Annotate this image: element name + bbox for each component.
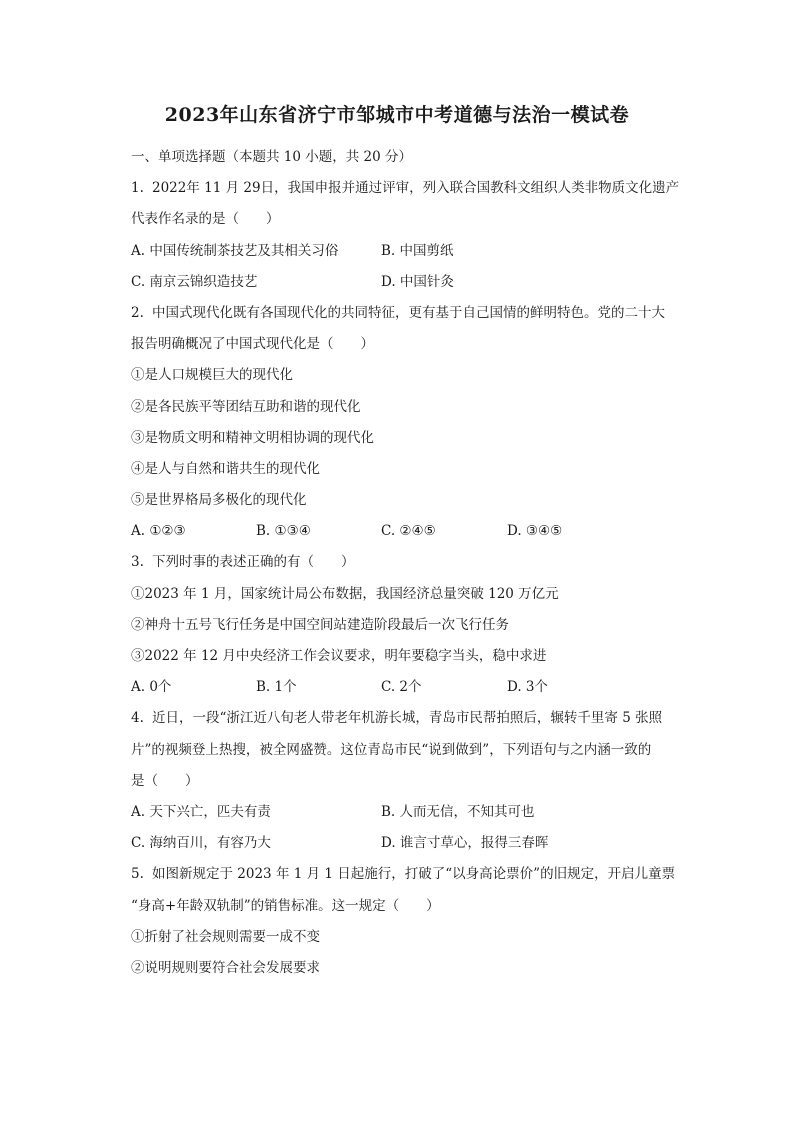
option-d[interactable]: D. 中国针灸 <box>381 273 454 290</box>
question-stem-line: 5. 如图新规定于 2023 年 1 月 1 日起施行，打破了“以身高论票价”的旧规定，开启儿童票 <box>131 859 696 890</box>
option-b[interactable]: B. 1个 <box>256 679 297 696</box>
option-a[interactable]: A. 0个 <box>131 679 172 696</box>
option-d[interactable]: D. 谁言寸草心，报得三春晖 <box>381 835 549 852</box>
option-a[interactable]: A. ①②③ <box>131 523 186 540</box>
option-row <box>131 672 696 703</box>
section-heading: 一、单项选择题（本题共 10 小题，共 20 分） <box>131 149 413 165</box>
option-c[interactable]: C. ②④⑤ <box>381 523 436 540</box>
option-c[interactable]: C. 南京云锦织造技艺 <box>131 273 258 290</box>
statement: ⑤是世界格局多极化的现代化 <box>131 492 307 509</box>
option-a[interactable]: A. 中国传统制茶技艺及其相关习俗 <box>131 242 339 259</box>
option-a[interactable]: A. 天下兴亡，匹夫有责 <box>131 803 271 820</box>
option-d[interactable]: D. ③④⑤ <box>507 523 563 540</box>
question-stem-line: 2. 中国式现代化既有各国现代化的共同特征，更有基于自己国情的鲜明特色。党的二十大 <box>131 298 696 329</box>
option-b[interactable]: B. ①③④ <box>256 523 311 540</box>
option-row <box>131 828 696 859</box>
statement: ②神舟十五号飞行任务是中国空间站建造阶段最后一次飞行任务 <box>131 616 509 633</box>
question-1 <box>131 173 696 298</box>
statement: ①2023 年 1 月，国家统计局公布数据，我国经济总量突破 120 万亿元 <box>131 585 559 602</box>
exam-title: 2023年山东省济宁市邹城市中考道德与法治一模试卷 <box>164 104 630 126</box>
statement: ③2022 年 12 月中央经济工作会议要求，明年要稳字当头，稳中求进 <box>131 648 547 664</box>
statement: ①折射了社会规则需要一成不变 <box>131 928 320 945</box>
option-b[interactable]: B. 人而无信，不知其可也 <box>381 803 535 820</box>
question-stem-line: 3. 下列时事的表述正确的有（ ） <box>131 547 696 578</box>
statement: ②说明规则要符合社会发展要求 <box>131 959 320 976</box>
statement: ②是各民族平等团结互助和谐的现代化 <box>131 398 361 415</box>
option-c[interactable]: C. 海纳百川，有容乃大 <box>131 835 271 852</box>
question-number: 5. <box>131 866 144 883</box>
question-stem-line: 4. 近日，一段“浙江近八旬老人带老年机游长城，青岛市民帮拍照后，辗转千里寄 5 张照 <box>131 703 696 734</box>
question-stem-line: 是（ ） <box>131 772 199 789</box>
question-5 <box>131 859 696 984</box>
question-stem-line: “身高+年龄双轨制”的销售标准。这一规定（ ） <box>131 897 440 914</box>
option-d[interactable]: D. 3个 <box>507 679 549 696</box>
option-row <box>131 236 696 267</box>
question-3 <box>131 547 696 703</box>
question-stem-line: 1. 2022年 11 月 29日，我国申报并通过评审，列入联合国教科文组织人类非物质文化遗产 <box>131 173 696 204</box>
question-2 <box>131 298 696 548</box>
statement: ④是人与自然和谐共生的现代化 <box>131 460 320 477</box>
option-b[interactable]: B. 中国剪纸 <box>381 242 454 259</box>
question-number: 3. <box>131 554 144 571</box>
question-number: 4. <box>131 710 144 727</box>
statement: ①是人口规模巨大的现代化 <box>131 367 293 384</box>
statement: ③是物质文明和精神文明相协调的现代化 <box>131 429 374 446</box>
question-stem-line: 片”的视频登上热搜，被全网盛赞。这位青岛市民“说到做到”，下列语句与之内涵一致的 <box>131 741 652 758</box>
exam-content <box>131 142 696 984</box>
question-stem-line: 报告明确概况了中国式现代化是（ ） <box>131 336 374 353</box>
option-c[interactable]: C. 2个 <box>381 679 422 696</box>
option-row <box>131 267 696 298</box>
option-row <box>131 516 696 547</box>
question-number: 1. <box>131 180 144 197</box>
question-number: 2. <box>131 304 144 321</box>
option-row <box>131 797 696 828</box>
question-stem-line: 代表作名录的是（ ） <box>131 211 280 228</box>
question-4 <box>131 703 696 859</box>
